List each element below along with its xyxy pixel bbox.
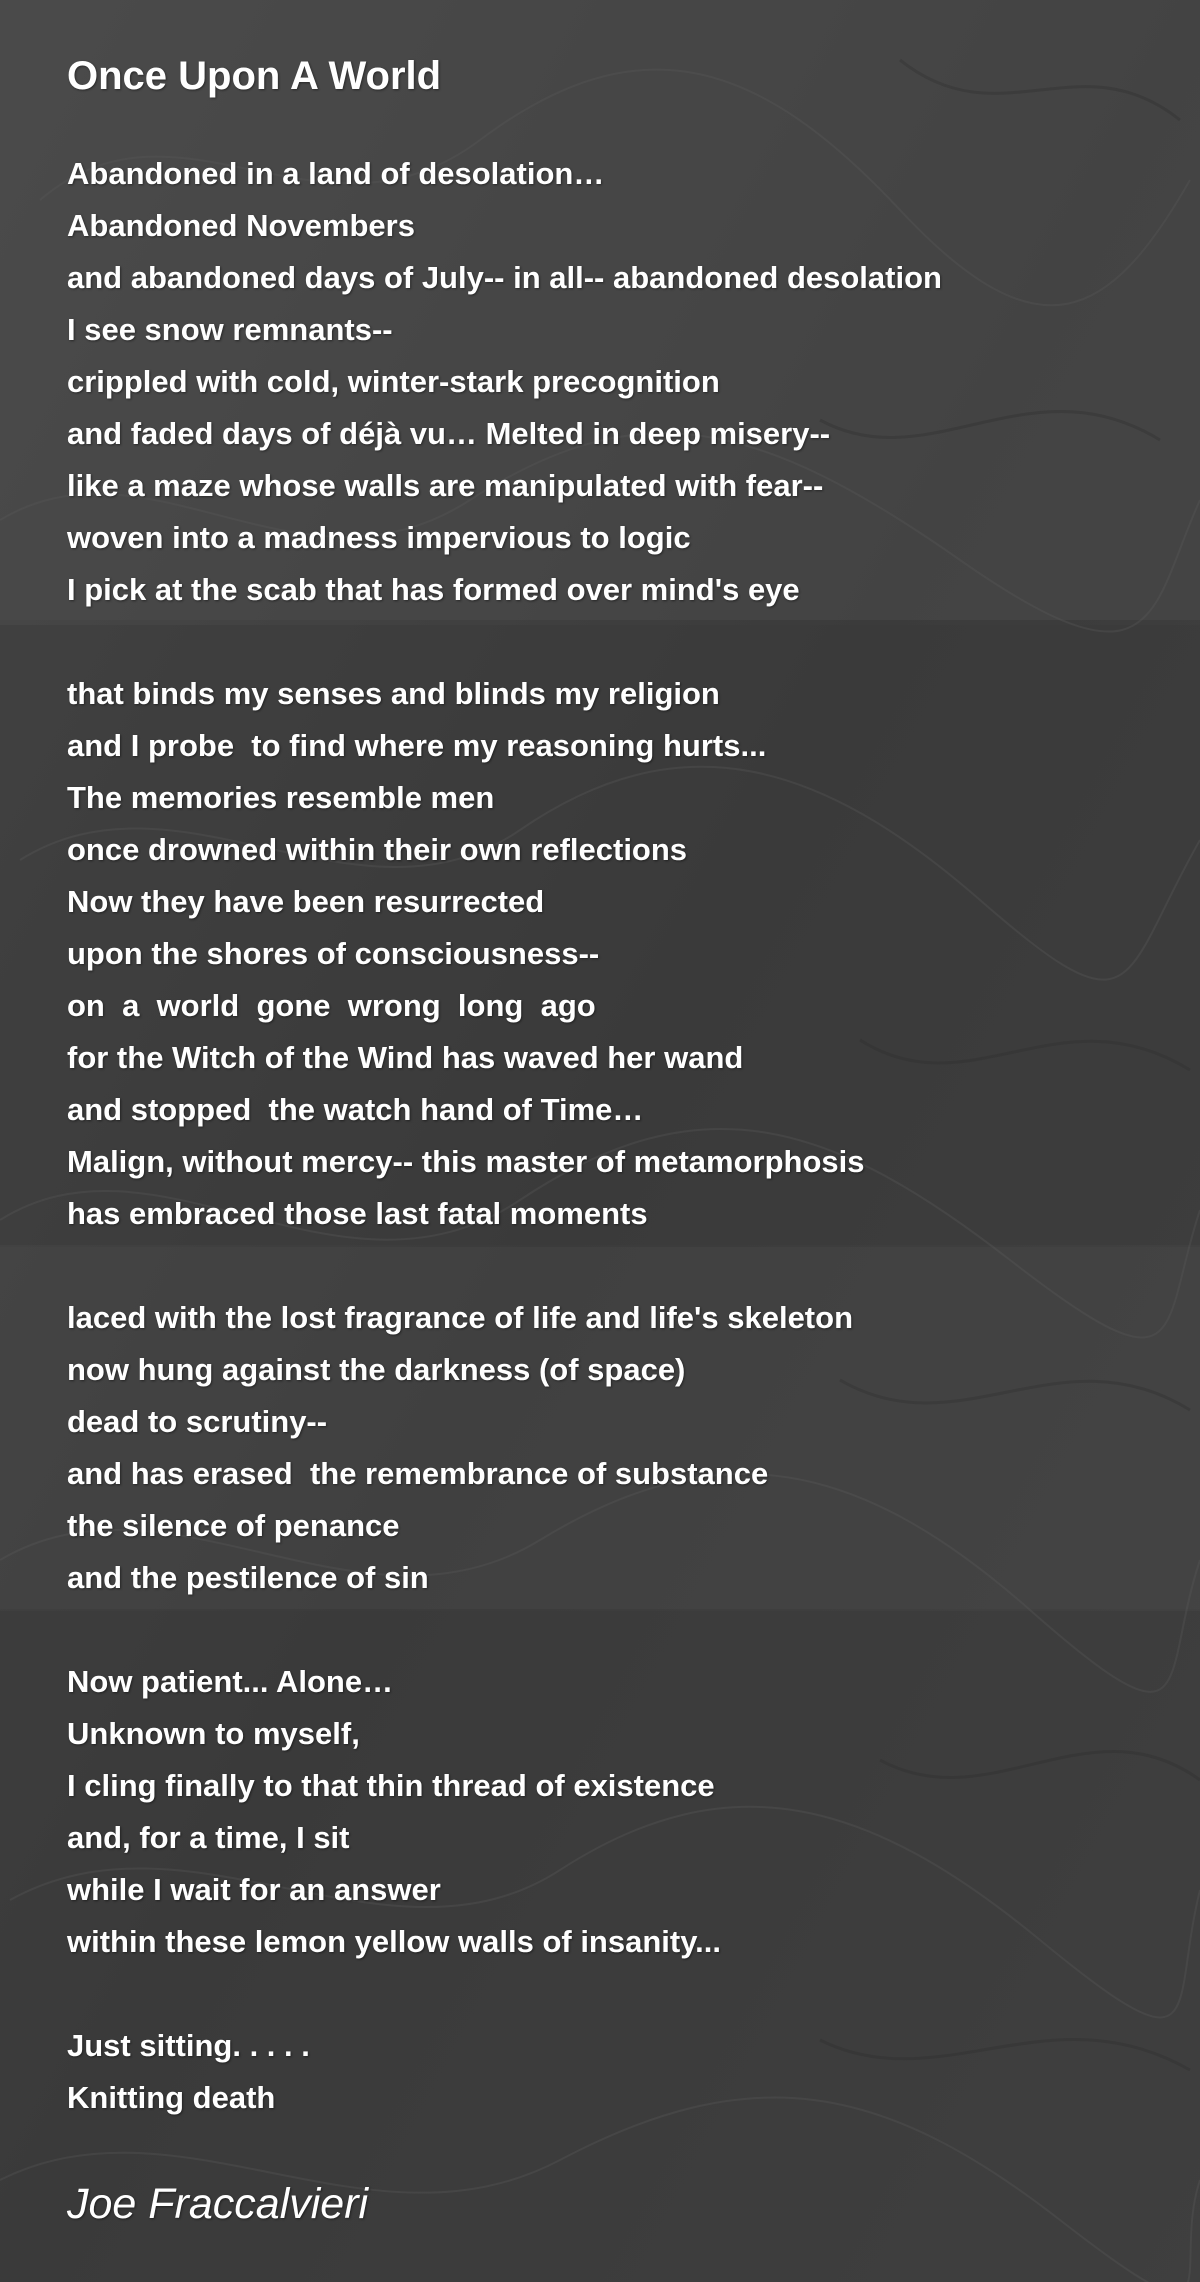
poem-title: Once Upon A World [67,54,442,98]
poem-line: Now patient... Alone… [67,1664,394,1699]
poem-line: I cling finally to that thin thread of existence [67,1768,715,1803]
poem-line: like a maze whose walls are manipulated with fear-- [67,468,824,503]
stanza-3 [67,1292,1167,1604]
poem-line: dead to scrutiny-- [67,1404,328,1439]
poem-author: Joe Fraccalvieri [67,2180,369,2228]
poem-line: Abandoned Novembers [67,208,415,243]
poem-line: for the Witch of the Wind has waved her wand [67,1040,744,1075]
poem-line: I pick at the scab that has formed over mind's eye [67,572,800,607]
poem-line: and the pestilence of sin [67,1560,429,1595]
poem-line: Knitting death [67,2080,276,2115]
poem-line: and faded days of déjà vu… Melted in deep misery-- [67,416,831,451]
poem-line: that binds my senses and blinds my religion [67,676,720,711]
poem-line: and has erased the remembrance of substance [67,1456,769,1491]
poem-line: and abandoned days of July-- in all-- abandoned desolation [67,260,942,295]
poem-line: now hung against the darkness (of space) [67,1352,686,1387]
stanza-1 [67,148,1167,616]
poem-line: Malign, without mercy-- this master of metamorphosis [67,1144,865,1179]
poem-line: once drowned within their own reflections [67,832,688,867]
poem-line: within these lemon yellow walls of insanity... [67,1924,721,1959]
poem-line: while I wait for an answer [67,1872,441,1907]
poem-line: Just sitting. . . . . [67,2028,310,2063]
poem-line: upon the shores of consciousness-- [67,936,600,971]
poem-line: and stopped the watch hand of Time… [67,1092,644,1127]
stanza-4 [67,1656,1167,1968]
poem-line: has embraced those last fatal moments [67,1196,648,1231]
stanza-5 [67,2020,1167,2124]
poem-line: laced with the lost fragrance of life and life's skeleton [67,1300,854,1335]
poem-line: the silence of penance [67,1508,400,1543]
poem-line: I see snow remnants-- [67,312,393,347]
poem-line: and I probe to find where my reasoning hurts... [67,728,767,763]
poem-line: crippled with cold, winter-stark precognition [67,364,720,399]
poem-line: Abandoned in a land of desolation… [67,156,605,191]
poem-body [67,148,1167,2176]
poem-line: Unknown to myself, [67,1716,360,1751]
stanza-2 [67,668,1167,1240]
poem-line: on a world gone wrong long ago [67,988,596,1023]
poem-line: The memories resemble men [67,780,495,815]
poem-line: and, for a time, I sit [67,1820,350,1855]
poem-line: woven into a madness impervious to logic [67,520,691,555]
poem-line: Now they have been resurrected [67,884,545,919]
